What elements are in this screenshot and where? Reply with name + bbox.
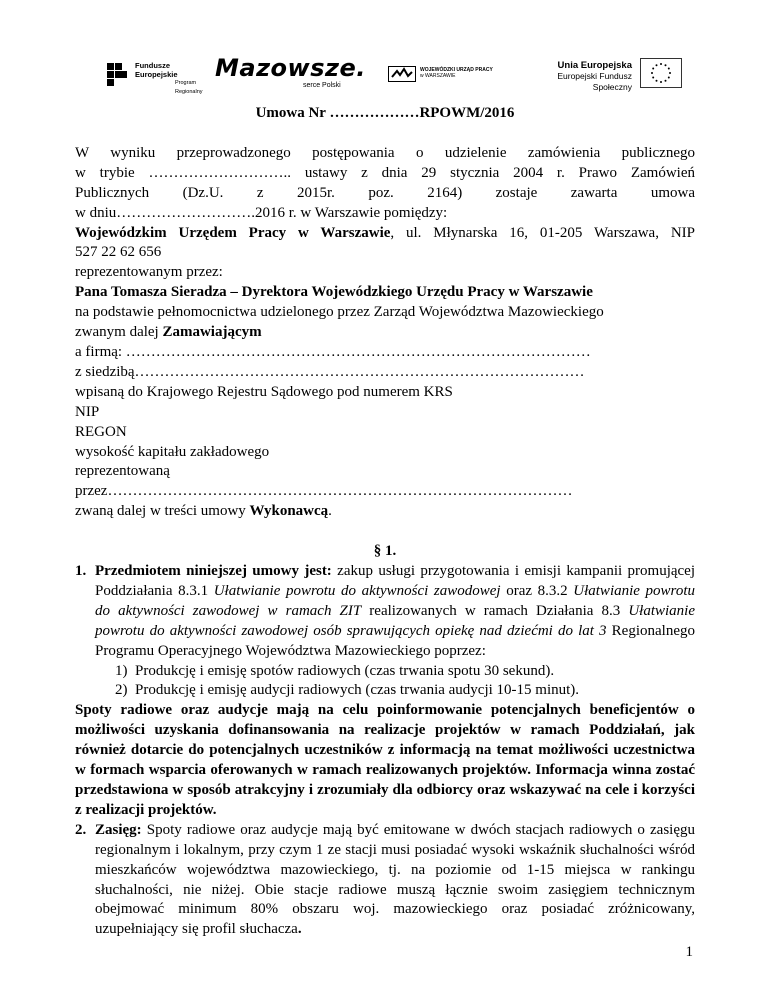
item-2 <box>75 821 695 940</box>
contractor-line <box>75 502 695 522</box>
item-2-body: Spoty radiowe oraz audycje mają być emitowane w dwóch stacjach radiowych o zasięgu regionalnym i lokalnym, przy czym 1 ze stacji musi posiadać wysoki wskaźnik słuchalności wśród mieszkańców województwa mazowieckiego, tj. na poziomie od 1-15 miejsca w rankingu słuchalności, nie niżej. Obie stacje radiowe muszą łącznie swoim zasięgiem technicznym obejmować minimum 80% obszaru woj. mazowieckiego oraz posiadać zróżnicowany, uzupełniający się profil słuchacza <box>95 821 695 938</box>
party-address: , ul. Młynarska 16, 01-205 Warszawa, NIP <box>390 224 695 241</box>
sub-item-2 <box>115 681 695 701</box>
item-1 <box>75 562 695 662</box>
item-2-end: . <box>297 921 302 938</box>
document-body <box>75 104 695 940</box>
fe-line3: Program Regionalny <box>175 80 203 95</box>
intro-line-3: Publicznych (Dz.U. z 2015r. poz. 2164) zostaje zawarta umowa <box>75 184 695 201</box>
sub-item-1-number: 1) <box>115 662 128 679</box>
wup-line1: WOJEWÓDZKI URZĄD PRACY <box>420 67 493 73</box>
item-1-italic-2: Ułatwianie powrotu do aktywności zawodowej w ramach ZIT <box>95 582 695 619</box>
wup-line2: w WARSZAWIE <box>420 73 456 79</box>
sub-item-2-number: 2) <box>115 682 128 699</box>
fe-line1: Fundusze <box>135 61 170 70</box>
represented-by: reprezentowanym przez: <box>75 264 223 281</box>
sub-item-1-text: Produkcję i emisję spotów radiowych (czas trwania spotu 30 sekund). <box>135 662 555 679</box>
item-1-italic-1: Ułatwianie powrotu do aktywności zawodowej <box>213 582 501 599</box>
seat-line: z siedzibą……………………………………………………………………………… <box>75 363 585 380</box>
item-1-text <box>95 562 695 662</box>
item-1-number: 1. <box>75 563 87 580</box>
called-line <box>75 323 695 343</box>
item-2-number: 2. <box>75 821 87 838</box>
intro-line-2: w trybie ……………………….. ustawy z dnia 29 stycznia 2004 r. Prawo Zamówień <box>75 164 695 181</box>
ue-line1: Unia Europejska <box>557 60 632 71</box>
by-dots-line: przez………………………………………………………………………………… <box>75 483 573 500</box>
regon-line: REGON <box>75 423 127 440</box>
item-1-italic-3: Ułatwianie powrotu do aktywności zawodowej osób sprawujących opiekę nad dziećmi do lat 3 <box>95 602 695 639</box>
fe-line2: Europejskie <box>135 69 178 79</box>
section-heading: § 1. <box>373 543 397 560</box>
mazowsze-logo <box>215 54 366 92</box>
mazowsze-word: Mazowsze. <box>215 54 366 82</box>
capital-line: wysokość kapitału zakładowego <box>75 443 270 460</box>
intro-line-4: w dniu……………………….2016 r. w Warszawie pomiędzy: <box>75 204 448 221</box>
page-number: 1 <box>685 944 693 960</box>
item-2-text <box>95 821 695 940</box>
proxy-line: na podstawie pełnomocnictwa udzielonego przez Zarząd Województwa Mazowieckiego <box>75 304 604 321</box>
fundusze-europejskie-logo <box>106 60 216 95</box>
firm-line: a firmą: ………………………………………………………………………………… <box>75 343 591 360</box>
eu-flag-icon <box>640 58 682 88</box>
contractor-name: Wykonawcą <box>249 503 329 520</box>
sub-item-1 <box>115 662 695 682</box>
item-1-part-1: zakup usługi przygotowania i emisji kampanii promującej Poddziałania 8.3.1 <box>95 563 695 599</box>
called-prefix: zwanym dalej <box>75 324 163 341</box>
mazowsze-subtitle: serce Polski <box>303 82 341 89</box>
item-1-part-3: realizowanych w ramach Działania 8.3 <box>361 602 629 619</box>
logo-bar <box>0 56 768 96</box>
item-2-label: Zasięg: <box>95 821 142 838</box>
party-nip: 527 22 62 656 <box>75 244 162 261</box>
item-1-label: Przedmiotem niniejszej umowy jest: <box>95 563 332 580</box>
item-1-part-4: Regionalnego Programu Operacyjnego Województwa Mazowieckiego poprzez: <box>95 622 695 659</box>
contractor-prefix: zwaną dalej w treści umowy <box>75 503 250 520</box>
party-name: Wojewódzkim Urzędem Pracy w Warszawie <box>75 224 391 241</box>
purpose-paragraph: Spoty radiowe oraz audycje mają na celu poinformowanie potencjalnych beneficjentów o możliwości uzyskania dofinansowania na realizacje projektów w ramach Poddziałań, jak również dotarcie do potencjalnych uczestników z informacją na temat możliwości uczestnictwa w formach wsparcia oferowanych w ramach realizowanych projektów. Informacja winna zostać przedstawiona w sposób atrakcyjny i zrozumiały dla odbiorcy oraz wskazywać na cele i korzyści z realizacji projektów. <box>75 702 695 818</box>
contractor-suffix: . <box>328 503 332 520</box>
intro-line-1: W wyniku przeprowadzonego postępowania o udzielenie zamówienia publicznego <box>75 144 695 161</box>
called-name: Zamawiającym <box>162 324 262 341</box>
fundusze-europejskie-mark-icon <box>106 62 130 88</box>
nip-line: NIP <box>75 403 100 420</box>
item-1-part-2: oraz 8.3.2 <box>500 582 574 599</box>
ue-line2: Europejski Fundusz Społeczny <box>557 71 632 92</box>
party-line-1 <box>75 224 695 244</box>
sub-item-2-text: Produkcję i emisję audycji radiowych (czas trwania audycji 10-15 minut). <box>135 682 580 699</box>
representative-name: Pana Tomasza Sieradza – Dyrektora Wojewódzkiego Urzędu Pracy w Warszawie <box>75 284 593 301</box>
wup-logo <box>388 64 498 86</box>
contract-title: Umowa Nr ………………RPOWM/2016 <box>255 105 515 121</box>
wup-mark-icon <box>388 66 416 82</box>
represented-line: reprezentowaną <box>75 463 170 480</box>
krs-line: wpisaną do Krajowego Rejestru Sądowego pod numerem KRS <box>75 383 453 400</box>
unia-europejska-logo <box>532 58 682 94</box>
